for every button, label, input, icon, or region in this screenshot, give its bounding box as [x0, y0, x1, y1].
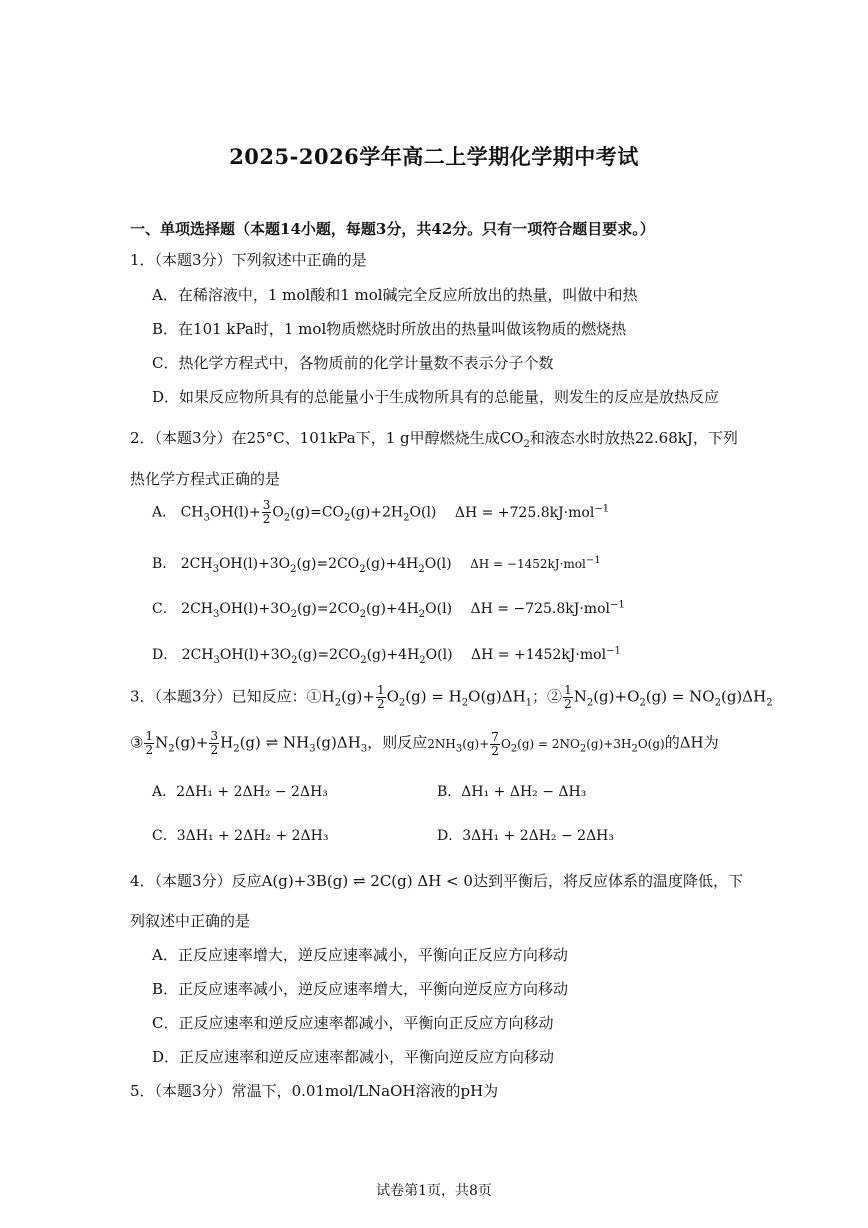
question-4-stem-line1: [130, 870, 743, 891]
question-2-stem-line1: 2．（本题3分）在25°C、101kPa下，1 g甲醇燃烧生成$CO_2$和液态水时放热22.68kJ，下列: [130, 429, 738, 450]
question-4-option-a: A．正反应速率增大，逆反应速率减小，平衡向正反应方向移动: [152, 946, 568, 964]
question-2-stem-part2: 和液态水时放热22.68kJ，下列: [529, 429, 738, 447]
delta-h-value: ΔH = +1452kJ·mol$^{-1}$: [471, 645, 621, 663]
question-1-option-d: D．如果反应物所具有的总能量小于生成物所具有的总能量，则发生的反应是放热反应: [152, 388, 720, 406]
question-2-option-c: C． $2CH_3OH(l)+3O_2(g)=2CO_2(g)+4H_2O(l) \Delta H = -725.8kJ\cdot mol^{-1}$: [152, 599, 625, 620]
option-label: C．: [152, 601, 177, 617]
question-3-stem-line2: ③ $\frac{1}{2}$ $N_2(g)+$ $\frac{3}{2}$ $H_2(g)$ ⇌ $NH_3(g)\Delta H_3$，则反应$2NH_3(g)+$ $\frac{7}{2}$ $O_2(g) = 2NO_2(g)+3H_2O(g)$的ΔH为: [130, 729, 719, 758]
question-1-option-a: A．在稀溶液中，1 mol酸和1 mol碱完全反应所放出的热量，叫做中和热: [152, 286, 638, 304]
option-label: B．: [152, 556, 177, 572]
section-heading: 一、单项选择题（本题14小题，每题3分，共42分。只有一项符合题目要求。）: [130, 220, 655, 238]
question-4-reaction: A(g)+3B(g) ⇌ 2C(g) ΔH < 0: [261, 872, 473, 890]
question-1-option-c: C．热化学方程式中，各物质前的化学计量数不表示分子个数: [152, 354, 554, 372]
question-2-stem-part1: 2．（本题3分）在25°C、101kPa下，1 g甲醇燃烧生成CO: [130, 429, 524, 447]
question-4-option-c: C．正反应速率和逆反应速率都减小，平衡向正反应方向移动: [152, 1014, 554, 1032]
question-4-suffix: 达到平衡后，将反应体系的温度降低，下: [472, 872, 743, 890]
question-4-option-b: B．正反应速率减小，逆反应速率增大，平衡向逆反应方向移动: [152, 980, 569, 998]
question-2-option-a: A． $CH_3OH(l)+$ $\frac{3}{2}$ $O_2(g)=CO_2(g)+2H_2O(l) \Delta H = +725.8kJ\cdot mol^{-1}$: [152, 498, 610, 526]
question-2-option-b: B． $2CH_3OH(l)+3O_2(g)=2CO_2(g)+4H_2O(l) \Delta H = -1452kJ\cdot mol^{-1}$: [152, 555, 601, 575]
question-1-stem: 1．（本题3分）下列叙述中正确的是: [130, 251, 367, 269]
page-title: 2025-2026学年高二上学期化学期中考试: [229, 144, 639, 169]
question-1-option-b: B．在101 kPa时，1 mol物质燃烧时所放出的热量叫做该物质的燃烧热: [152, 320, 627, 338]
question-3-option-c: C．3ΔH₁ + 2ΔH₂ + 2ΔH₃: [152, 828, 329, 844]
question-3-mid-text: ，则反应: [367, 733, 428, 752]
question-3-stem-line1: 3．（本题3分）已知反应：$①H_2(g)+$ $\frac{1}{2}$ $O_2(g) = H_2O(g)\Delta H_1$；② $\frac{1}{2}$ $N_2(g)+O_2(g) = NO_2(g)\Delta H_2$: [130, 683, 773, 711]
question-4-stem-line2: 列叙述中正确的是: [130, 912, 251, 930]
question-2-option-d: D． $2CH_3OH(l)+3O_2(g)=2CO_2(g)+4H_2O(l) \Delta H = +1452kJ\cdot mol^{-1}$: [152, 645, 621, 666]
delta-h-value: ΔH = +725.8kJ·mol$^{-1}$: [454, 502, 610, 521]
question-4-prefix: 4．（本题3分）反应: [130, 872, 262, 890]
question-3-option-a: A．2ΔH₁ + 2ΔH₂ − 2ΔH₃: [152, 784, 328, 800]
option-label: A．: [152, 504, 177, 521]
question-3-option-b: B．ΔH₁ + ΔH₂ − ΔH₃: [437, 784, 587, 800]
delta-h-value: ΔH = −725.8kJ·mol$^{-1}$: [470, 599, 625, 617]
question-3-end-text: 的ΔH为: [664, 733, 719, 752]
page-footer: 试卷第1页，共8页: [376, 1183, 492, 1199]
question-5-stem: 5．（本题3分）常温下，0.01mol/LNaOH溶液的pH为: [130, 1082, 499, 1100]
question-3-prefix: 3．（本题3分）已知反应：: [130, 687, 307, 706]
question-4-option-d: D．正反应速率和逆反应速率都减小，平衡向逆反应方向移动: [152, 1048, 555, 1066]
question-3-option-d: D．3ΔH₁ + 2ΔH₂ − 2ΔH₃: [437, 828, 615, 844]
question-2-stem-line2: 热化学方程式正确的是: [130, 470, 281, 488]
option-label: D．: [152, 647, 178, 663]
delta-h-value: ΔH = −1452kJ·mol$^{-1}$: [470, 555, 601, 571]
